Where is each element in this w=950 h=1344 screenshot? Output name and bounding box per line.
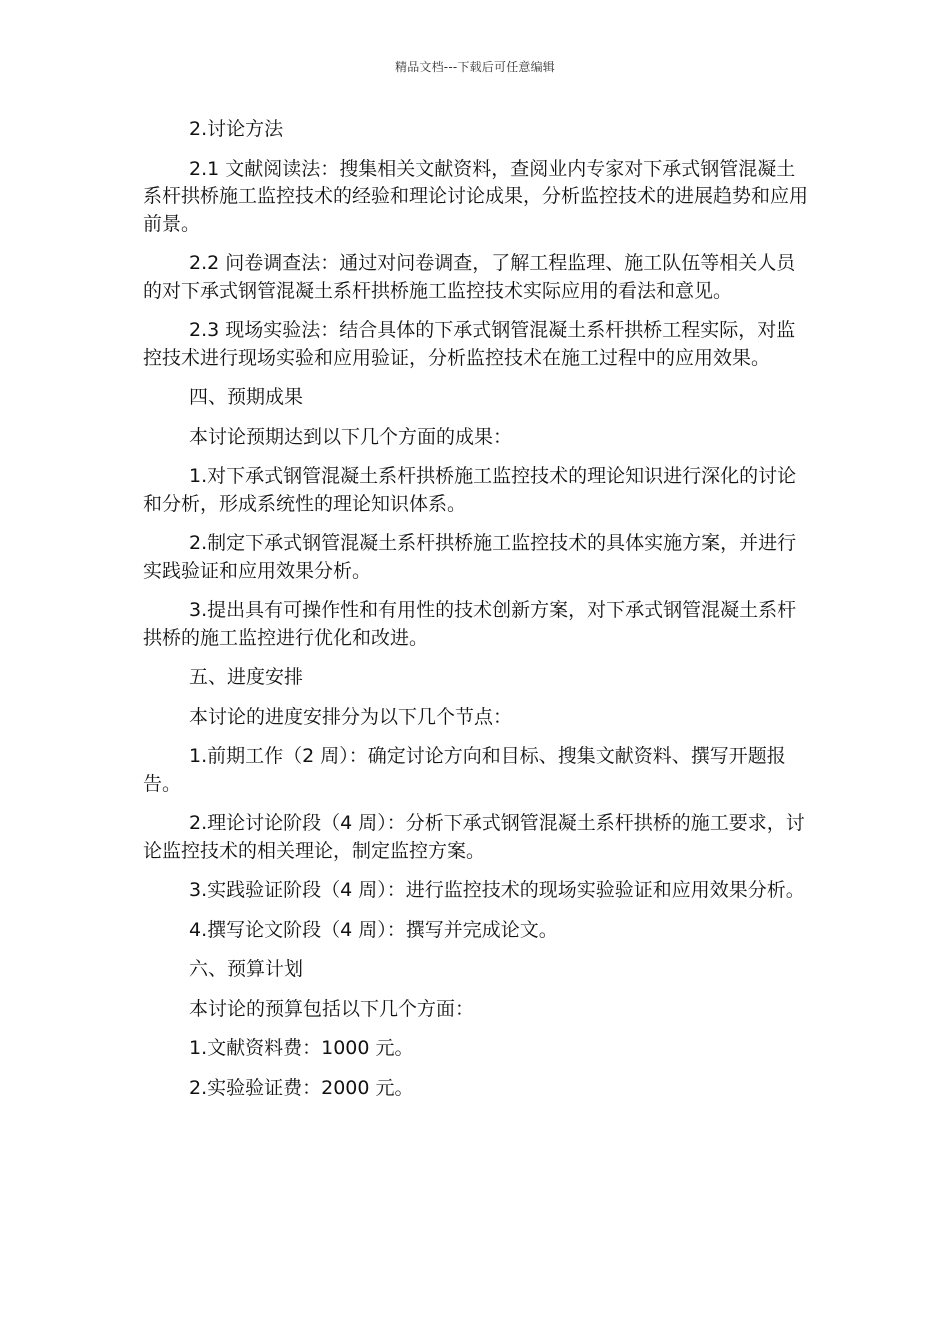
paragraph-budget-intro: 本讨论的预算包括以下几个方面： — [189, 997, 475, 1020]
page-header: 精品文档---下载后可任意编辑 — [395, 60, 555, 74]
section-heading-schedule: 五、进度安排 — [189, 666, 304, 688]
paragraph-expected-1: 1.对下承式钢管混凝土系杆拱桥施工监控技术的理论知识进行深化的讨论和分析，形成系统性的理论知识体系。 — [143, 465, 797, 515]
paragraph-budget-1: 1.文献资料费：1000 元。 — [189, 1037, 414, 1059]
paragraph-schedule-2: 2.理论讨论阶段（4 周）：分析下承式钢管混凝土系杆拱桥的施工要求，讨论监控技术的相关理论，制定监控方案。 — [143, 812, 805, 862]
section-heading-budget: 六、预算计划 — [189, 958, 304, 980]
paragraph-field-experiment-method: 2.3 现场实验法：结合具体的下承式钢管混凝土系杆拱桥工程实际，对监控技术进行现场实验和应用验证，分析监控技术在施工过程中的应用效果。 — [143, 319, 796, 369]
document-body — [143, 116, 810, 1114]
paragraph-expected-intro: 本讨论预期达到以下几个方面的成果： — [189, 425, 513, 448]
paragraph-method-heading: 2.讨论方法 — [189, 118, 284, 140]
paragraph-budget-2: 2.实验验证费：2000 元。 — [189, 1076, 414, 1099]
paragraph-schedule-intro: 本讨论的进度安排分为以下几个节点： — [189, 705, 513, 728]
paragraph-questionnaire-method: 2.2 问卷调查法：通过对问卷调查，了解工程监理、施工队伍等相关人员的对下承式钢管混凝土系杆拱桥施工监控技术实际应用的看法和意见。 — [143, 252, 796, 302]
paragraph-expected-2: 2.制定下承式钢管混凝土系杆拱桥施工监控技术的具体实施方案，并进行实践验证和应用效果分析。 — [143, 532, 797, 582]
section-heading-expected-results: 四、预期成果 — [189, 386, 304, 408]
paragraph-schedule-3: 3.实践验证阶段（4 周）：进行监控技术的现场实验验证和应用效果分析。 — [189, 879, 805, 901]
paragraph-literature-method: 2.1 文献阅读法：搜集相关文献资料，查阅业内专家对下承式钢管混凝土系杆拱桥施工监控技术的经验和理论讨论成果，分析监控技术的进展趋势和应用前景。 — [143, 157, 809, 235]
paragraph-schedule-4: 4.撰写论文阶段（4 周）：撰写并完成论文。 — [189, 918, 558, 941]
paragraph-expected-3: 3.提出具有可操作性和有用性的技术创新方案，对下承式钢管混凝土系杆拱桥的施工监控进行优化和改进。 — [143, 599, 797, 649]
paragraph-schedule-1: 1.前期工作（2 周）：确定讨论方向和目标、搜集文献资料、撰写开题报告。 — [143, 745, 786, 795]
